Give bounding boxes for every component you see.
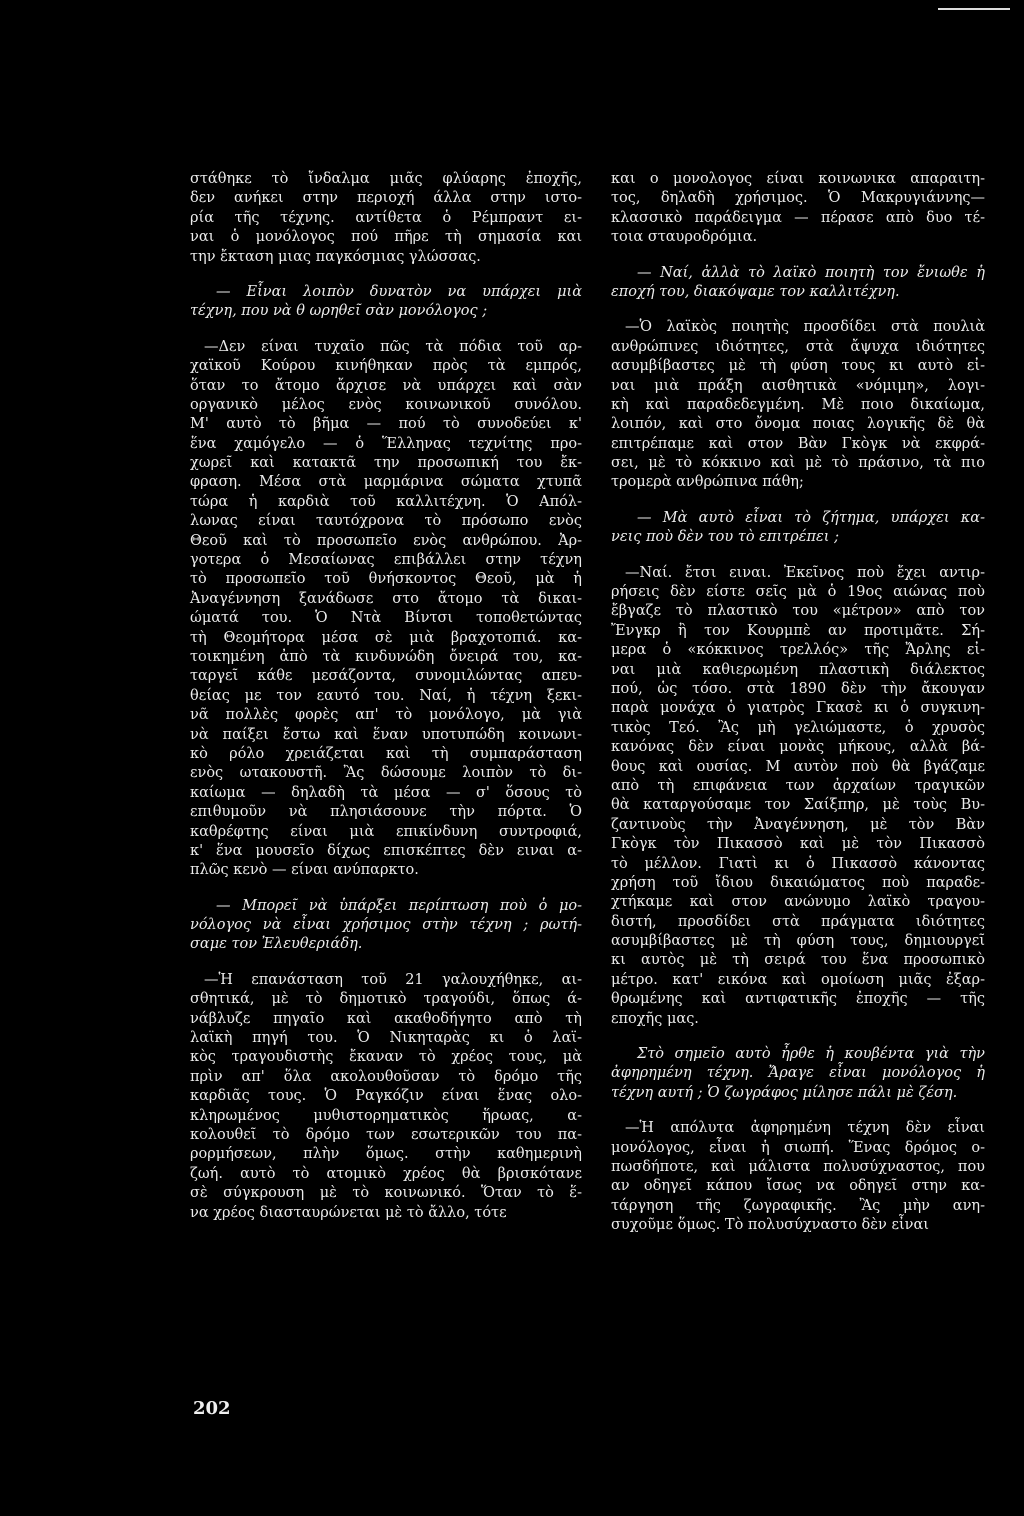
text-line: πωσδήποτε, καὶ μάλιστα πολυσύχναστος, που xyxy=(611,1158,985,1175)
text-line: ρορμήσεων, πλὴν ὅμως. στὴν καθημερινὴ xyxy=(190,1146,582,1163)
text-line: — Μὰ αυτὸ εἶναι τὸ ζήτημα, υπάρχει κα- xyxy=(637,509,985,526)
answer-paragraph xyxy=(611,1119,985,1235)
text-line: — Ναί, ἀλλὰ τὸ λαϊκὸ ποιητὴ τον ἔνιωθε ἡ xyxy=(637,264,985,281)
text-line: τρομερὰ ανθρώπινα πάθη; xyxy=(611,474,804,491)
text-line: στάθηκε τὸ ἴνδαλμα μιᾶς φλύαρης ἐποχῆς, xyxy=(190,171,582,187)
text-line: μέτρο. κατ' εικόνα καὶ ομοίωση μιᾶς ἐξαρ- xyxy=(611,971,985,988)
text-line: να χρέος διασταυρώνεται μὲ τὸ ἄλλο, τότε xyxy=(190,1204,507,1221)
text-line: κανόνας δὲν είναι μονὰς μήκους, αλλὰ βά- xyxy=(611,739,985,756)
text-line: λοιπόν, καὶ στο ὄνομα ποιας λογικῆς δὲ θὰ xyxy=(611,416,985,433)
text-line: λωνας είναι ταυτόχρονα τὸ πρόσωπο ενὸς xyxy=(190,513,582,530)
text-line: νὰ παίξει ἔστω καὶ ἕναν υποτυπώδη κοινωνι- xyxy=(190,726,582,743)
question-paragraph xyxy=(190,897,582,955)
text-line: νᾶ πολλὲς φορὲς απ' τὸ μονόλογο, μὰ γιὰ xyxy=(190,707,582,724)
right-column xyxy=(611,170,985,1236)
text-line: σαμε τον Ἐλευθεριάδη. xyxy=(190,936,363,953)
text-line: και ο μονολογος είναι κοινωνικα απαραιτη- xyxy=(611,171,985,187)
text-line: τὸ μέλλον. Γιατὶ κι ὁ Πικασσὸ κάνοντας xyxy=(611,855,985,872)
text-line: ενὸς ωτακουστῆ. Ἂς δώσουμε λοιπὸν τὸ δι- xyxy=(190,765,582,782)
text-line: ἀφηρημένη τέχνη. Ἄραγε εἶναι μονόλογος ἡ xyxy=(611,1065,985,1082)
text-line: ώματά του. Ὁ Ντὰ Βίντσι τοποθετώντας xyxy=(190,610,582,627)
text-line: Στὸ σημεῖο αυτὸ ἦρθε ἡ κουβέντα γιὰ τὴν xyxy=(637,1046,985,1063)
text-line: χωρεῖ καὶ κατακτᾶ την προσωπική του ἔκ- xyxy=(190,455,582,472)
page-number: 202 xyxy=(193,1398,231,1419)
answer-paragraph xyxy=(190,971,582,1223)
text-line: αν οδηγεῖ κάπου ἴσως να οδηγεῖ στην κα- xyxy=(611,1178,985,1195)
text-line: πλῶς κενὸ — είναι ανύπαρκτο. xyxy=(190,862,419,879)
text-line: Γκὸγκ τὸν Πικασσὸ καὶ μὲ τὸν Πικασσὸ xyxy=(611,836,985,853)
text-line: οργανικὸ μέλος ενὸς κοινωνικοῦ συνόλου. xyxy=(190,396,582,413)
text-line: εποχῆς μας. xyxy=(611,1010,699,1027)
text-line: νόλογος νὰ εἶναι χρήσιμος στὴν τέχνη ; ρωτή- xyxy=(190,917,582,934)
text-line: απὸ τὴ επιφάνεια των ἀρχαίων τραγικῶν xyxy=(611,777,985,794)
text-line: χαϊκοῦ Κούρου κινήθηκαν πρὸς τὰ εμπρός, xyxy=(190,358,582,375)
text-line: καθρέφτης είναι μιὰ επικίνδυνη συντροφιά, xyxy=(190,823,582,840)
text-line: τοια σταυροδρόμια. xyxy=(611,229,758,246)
answer-paragraph xyxy=(190,338,582,881)
question-paragraph xyxy=(190,283,582,322)
text-line: την ἔκταση μιας παγκόσμιας γλώσσας. xyxy=(190,248,481,265)
text-line: εποχή του, διακόψαμε τον καλλιτέχνη. xyxy=(611,283,900,300)
text-line: νεις ποὺ δὲν του τὸ επιτρέπει ; xyxy=(611,529,839,546)
text-line: τάργηση τῆς ζωγραφικῆς. Ἂς μὴν ανη- xyxy=(611,1197,985,1214)
text-line: —Ναί. ἔτσι ειναι. Ἐκεῖνος ποὺ ἔχει αντιρ- xyxy=(625,564,985,581)
text-line: ναι μιὰ πράξη αισθητικὰ «νόμιμη», λογι- xyxy=(611,377,985,394)
text-line: δεν ανήκει στην περιοχή άλλα στην ιστο- xyxy=(190,190,582,207)
scan-edge-line xyxy=(938,8,1010,10)
text-line: καρδιᾶς τους. Ὁ Ραγκόζιν είναι ἕνας ολο- xyxy=(190,1088,582,1105)
text-line: χρήση τοῦ ἴδιου δικαιώματος ποὺ παραδε- xyxy=(611,874,985,891)
text-line: κι αυτὸς μὲ τὴ σειρά του ἕνα προσωπικὸ xyxy=(611,952,985,969)
text-line: κ' ἕνα μουσεῖο δίχως επισκέπτες δὲν ειναι α- xyxy=(190,842,582,859)
text-line: μονόλογος, εἶναι ἡ σιωπή. Ἕνας δρόμος ο- xyxy=(611,1139,985,1156)
text-line: επιτρέπαμε καὶ στον Βὰν Γκὸγκ νὰ εκφρά- xyxy=(611,435,985,452)
text-line: τέχνη, που νὰ θ ωρηθεῖ σὰν μονόλογος ; xyxy=(190,303,488,320)
text-line: θρωμένης καὶ αντιφατικῆς ἐποχῆς — τῆς xyxy=(611,991,985,1008)
text-line: ζαντινοὺς τὴν Ἀναγέννηση, μὲ τὸν Βὰν xyxy=(611,816,985,833)
text-line: —Ἡ απόλυτα ἀφηρημένη τέχνη δὲν εἶναι xyxy=(625,1120,985,1137)
text-line: σει, μὲ τὸ κόκκινο καὶ μὲ τὸ πράσινο, τὰ πιο xyxy=(611,455,985,472)
text-line: ἔβγαζε τὸ πλαστικὸ του «μέτρον» απὸ τον xyxy=(611,603,985,620)
text-line: — Εἶναι λοιπὸν δυνατὸν να υπάρχει μιὰ xyxy=(216,283,582,300)
text-line: σὲ σύγκρουση μὲ τὸ κοινωνικό. Ὅταν τὸ ἕ- xyxy=(190,1185,582,1202)
text-line: τώρα ἡ καρδιὰ τοῦ καλλιτέχνη. Ὁ Απόλ- xyxy=(190,493,582,510)
question-paragraph xyxy=(611,264,985,303)
text-line: συχοῦμε ὅμως. Τὸ πολυσύχναστο δὲν εἶναι xyxy=(611,1217,929,1234)
text-line: ναι ὁ μονόλογος πού πῆρε τὴ σημασία και xyxy=(190,229,582,246)
answer-paragraph xyxy=(611,564,985,1029)
text-line: — Μπορεῖ νὰ ὑπάρξει περίπτωση ποὺ ὁ μο- xyxy=(216,897,582,914)
text-line: ασυμβίβαστες μὲ τὴ φύση τους, δημιουργεῖ xyxy=(611,933,985,950)
text-line: κὴ καὶ παραδεδεγμένη. Μὲ ποιο δικαίωμα, xyxy=(611,396,985,413)
text-line: τὴ Θεομήτορα μέσα σὲ μιὰ βραχοτοπιά. κα- xyxy=(190,629,582,646)
text-line: κὸ ρόλο χρειάζεται καὶ τὴ συμπαράσταση xyxy=(190,745,582,762)
text-line: —Δεν είναι τυχαῖο πῶς τὰ πόδια τοῦ αρ- xyxy=(204,338,582,355)
text-line: κὸς τραγουδιστὴς ἔκαναν τὸ χρέος τους, μὰ xyxy=(190,1049,582,1066)
text-line: καίωμα — δηλαδὴ τὰ μέσα — σ' ὅσους τὸ xyxy=(190,784,582,801)
text-line: τοικημένη ἀπὸ τὰ κινδυνώδη ὄνειρά του, κα- xyxy=(190,648,582,665)
text-line: διστή, προσδίδει στὰ πράγματα ιδιότητες xyxy=(611,913,985,930)
text-line: φραση. Μέσα στὰ μαρμάρινα σώματα χτυπᾶ xyxy=(190,474,582,491)
text-line: χτήκαμε καὶ στον ανώνυμο λαϊκὸ τραγου- xyxy=(611,894,985,911)
text-line: θείας με τον εαυτό του. Ναί, ἡ τέχνη ξεκι- xyxy=(190,687,582,704)
text-line: σθητικά, μὲ τὸ δημοτικὸ τραγούδι, ὅπως ά- xyxy=(190,991,582,1008)
text-line: Ἀναγέννηση ξανάδωσε στο ἄτομο τὰ δικαι- xyxy=(190,590,582,607)
text-line: ναι μιὰ καθιερωμένη πλαστικὴ διάλεκτος xyxy=(611,661,985,678)
text-line: κληρωμένος μυθιστορηματικὸς ἥρωας, α- xyxy=(190,1107,582,1124)
text-line: Θεοῦ καὶ τὸ προσωπεῖο ενὸς ανθρώπου. Ἀρ- xyxy=(190,532,582,549)
text-line: ανθρώπινες ιδιότητες, στὰ ἄψυχα ιδιότητες xyxy=(611,338,985,355)
question-paragraph xyxy=(611,509,985,548)
left-column xyxy=(190,170,582,1223)
text-line: ἕνα χαμόγελο — ὁ Ἕλληνας τεχνίτης προ- xyxy=(190,435,582,452)
text-line: ρία τῆς τέχνης. αντίθετα ὁ Ρέμπραντ ει- xyxy=(190,209,582,226)
text-line: Ἔνγκρ ἢ τον Κουρμπὲ αν προτιμᾶτε. Σή- xyxy=(611,622,985,639)
text-line: θὰ καταργούσαμε τον Σαίξπηρ, μὲ τοὺς Βυ- xyxy=(611,797,985,814)
text-line: πού, ὡς τόσο. στὰ 1890 δὲν τὴν ἄκουγαν xyxy=(611,680,985,697)
text-line: επιθυμοῦν νὰ πλησιάσουνε τὴν πόρτα. Ὁ xyxy=(190,804,582,821)
continuation-paragraph xyxy=(190,170,582,267)
text-line: τος, δηλαδὴ χρήσιμος. Ὁ Μακρυγιάννης— xyxy=(611,190,985,207)
text-line: ρήσεις δὲν είστε σεῖς μὰ ὁ 19ος αιώνας ποὺ xyxy=(611,584,985,601)
text-line: τέχνη αυτή ; Ὁ ζωγράφος μίλησε πάλι μὲ ζέση. xyxy=(611,1084,958,1101)
text-line: μερα ὁ «κόκκινος τρελλός» τῆς Ἄρλης εἰ- xyxy=(611,642,985,659)
text-line: τικὸς Τεό. Ἂς μὴ γελιώμαστε, ὁ χρυσὸς xyxy=(611,719,985,736)
text-line: ασυμβίβαστες μὲ τὴ φύση τους κι αυτὸ εἰ- xyxy=(611,358,985,375)
text-line: νάβλυζε πηγαῖο καὶ ακαθοδήγητο απὸ τὴ xyxy=(190,1010,582,1027)
text-line: ὅταν το ἄτομο ἄρχισε νὰ υπάρχει καὶ σὰν xyxy=(190,377,582,394)
question-paragraph xyxy=(611,1045,985,1103)
text-line: —Ἡ επανάσταση τοῦ 21 γαλουχήθηκε, αι- xyxy=(204,971,582,988)
text-line: παρὰ μονάχα ὁ γιατρὸς Γκασὲ κι ὁ συγκινη- xyxy=(611,700,985,717)
text-line: ζωή. αυτὸ τὸ ατομικὸ χρέος θὰ βρισκότανε xyxy=(190,1165,582,1182)
continuation-paragraph xyxy=(611,170,985,248)
answer-paragraph xyxy=(611,318,985,493)
text-line: κολουθεῖ τὸ δρόμο των εσωτερικῶν του πα- xyxy=(190,1126,582,1143)
text-line: ταργεῖ κάθε μεσάζοντα, συνομιλώντας απευ- xyxy=(190,668,582,685)
text-line: λαϊκὴ πηγή του. Ὁ Νικηταρὰς κι ὁ λαϊ- xyxy=(190,1030,582,1047)
text-line: θους καὶ ουσίας. Μ αυτὸν ποὺ θὰ βγάζαμε xyxy=(611,758,985,775)
text-line: κλασσικὸ παράδειγμα — πέρασε απὸ δυο τέ- xyxy=(611,209,985,226)
text-line: πρὶν απ' ὅλα ακολουθοῦσαν τὸ δρόμο τῆς xyxy=(190,1068,582,1085)
text-line: —Ὁ λαϊκὸς ποιητὴς προσδίδει στὰ πουλιὰ xyxy=(625,319,985,336)
text-line: γοτερα ὁ Μεσαίωνας επιβάλλει στην τέχνη xyxy=(190,552,582,569)
text-line: Μ' αυτὸ τὸ βῆμα — πού τὸ συνοδεύει κ' xyxy=(190,416,582,433)
text-line: τὸ προσωπεῖο τοῦ θνήσκοντος Θεοῦ, μὰ ἡ xyxy=(190,571,582,588)
